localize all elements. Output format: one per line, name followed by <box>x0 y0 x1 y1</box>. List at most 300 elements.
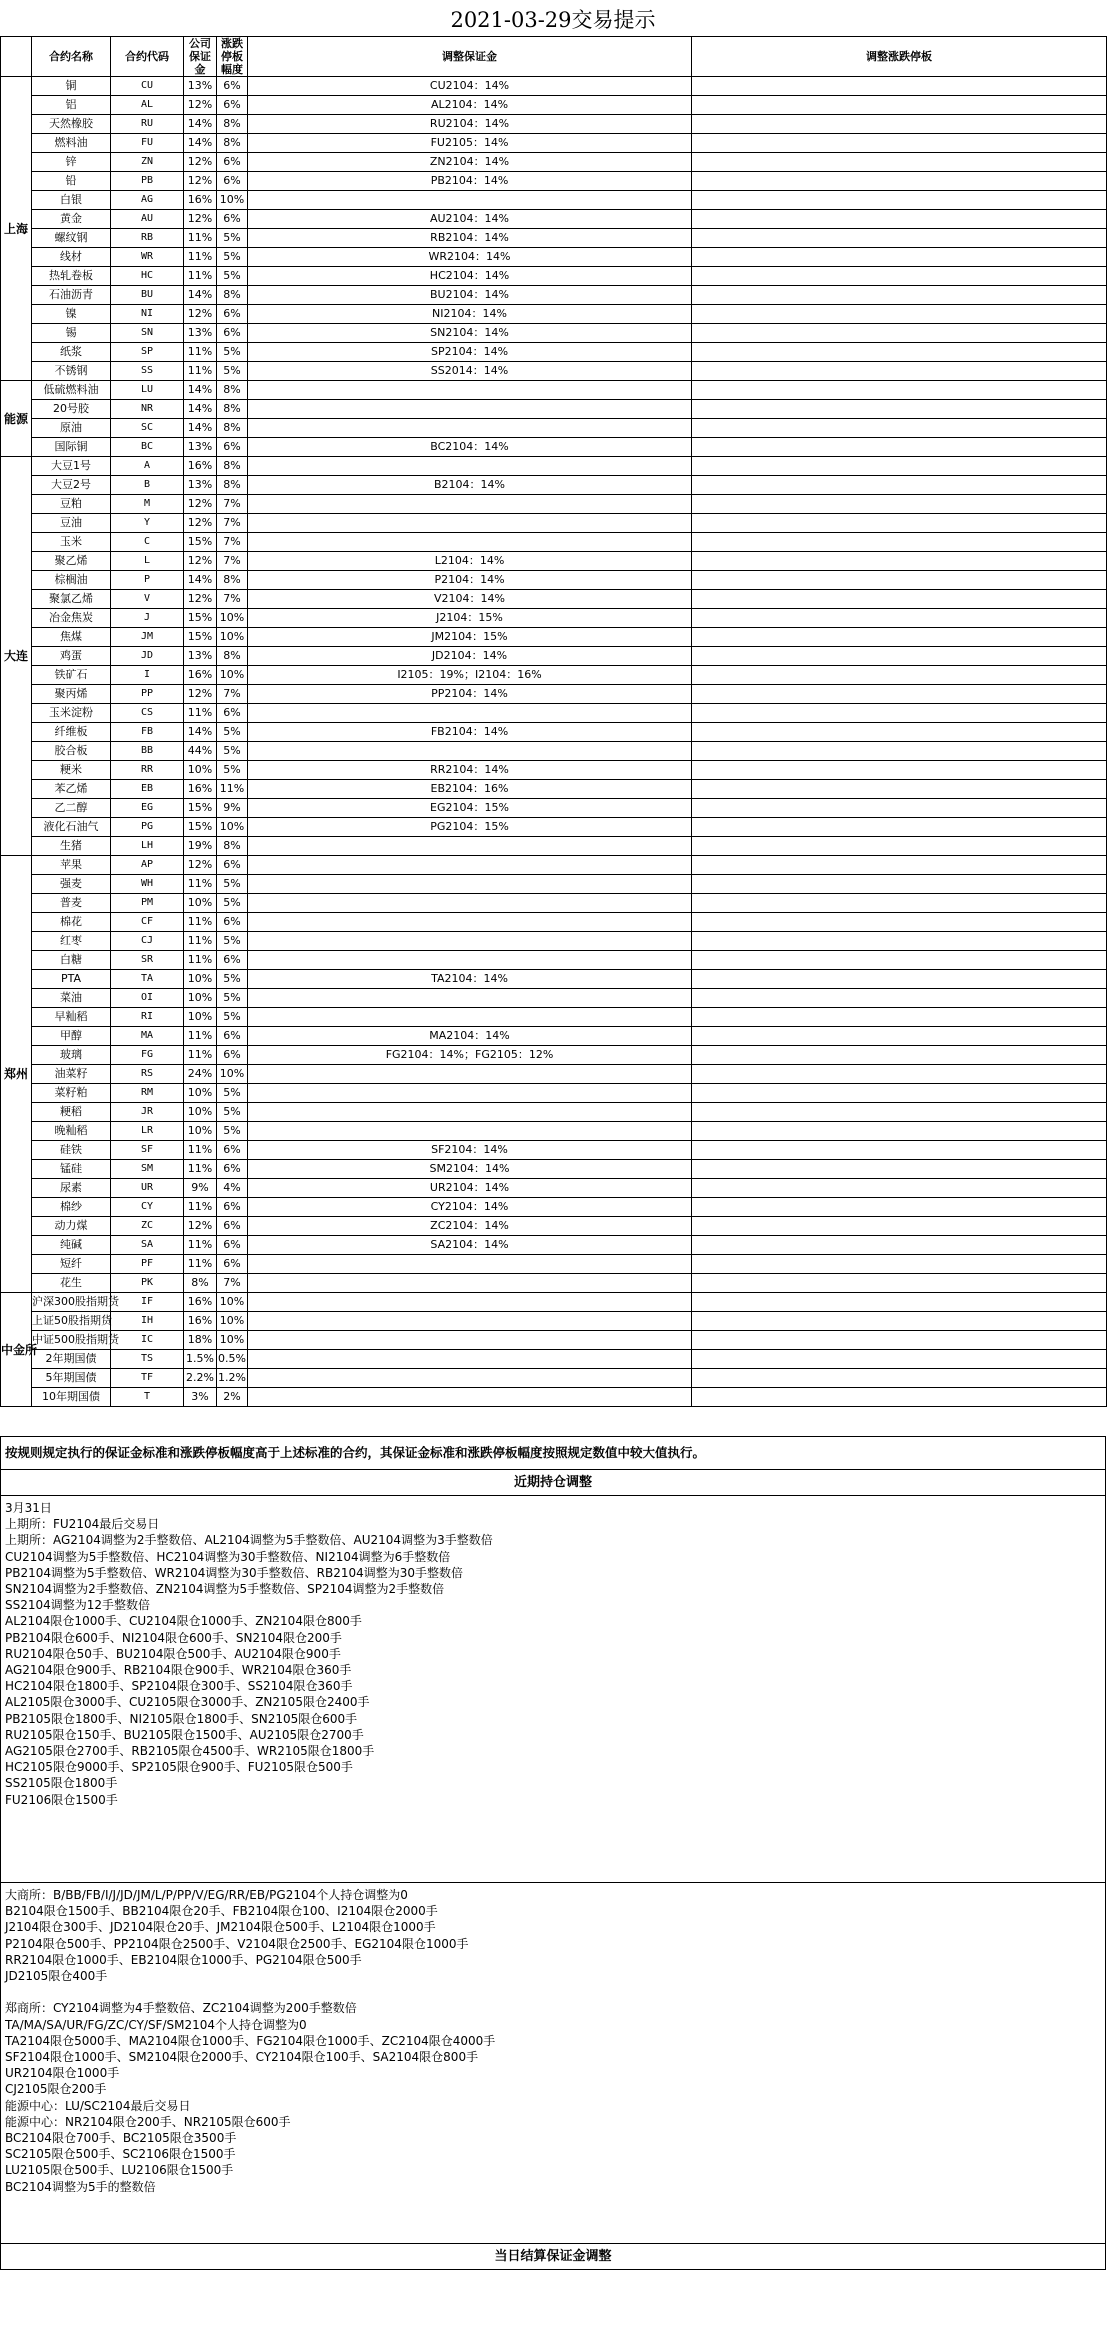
adjusted-margin-cell: SS2014：14% <box>248 362 692 381</box>
price-limit-cell: 5% <box>217 267 248 286</box>
price-limit-cell: 10% <box>217 609 248 628</box>
table-row <box>1 1217 1107 1236</box>
contract-name-cell: 玉米淀粉 <box>32 704 111 723</box>
adjusted-margin-cell: EG2104：15% <box>248 799 692 818</box>
table-row <box>1 609 1107 628</box>
company-margin-cell: 10% <box>184 1122 217 1141</box>
adjusted-limit-cell <box>692 1369 1107 1388</box>
company-margin-cell: 15% <box>184 799 217 818</box>
adjusted-margin-cell: EB2104：16% <box>248 780 692 799</box>
company-margin-cell: 12% <box>184 590 217 609</box>
adjusted-limit-cell <box>692 1274 1107 1293</box>
adjusted-limit-cell <box>692 913 1107 932</box>
adjusted-limit-cell <box>692 229 1107 248</box>
company-margin-cell: 12% <box>184 96 217 115</box>
adjusted-margin-cell <box>248 1274 692 1293</box>
adjusted-margin-cell: HC2104：14% <box>248 267 692 286</box>
contract-name-cell: 油菜籽 <box>32 1065 111 1084</box>
price-limit-cell: 6% <box>217 951 248 970</box>
contract-code-cell: WH <box>111 875 184 894</box>
company-margin-cell: 15% <box>184 818 217 837</box>
contract-name-cell: 铜 <box>32 77 111 96</box>
price-limit-cell: 6% <box>217 1255 248 1274</box>
price-limit-cell: 2% <box>217 1388 248 1407</box>
company-margin-cell: 13% <box>184 476 217 495</box>
table-row <box>1 1369 1107 1388</box>
price-limit-cell: 10% <box>217 1312 248 1331</box>
price-limit-cell: 11% <box>217 780 248 799</box>
contract-code-cell: Y <box>111 514 184 533</box>
contract-code-cell: MA <box>111 1027 184 1046</box>
price-limit-cell: 10% <box>217 191 248 210</box>
table-row <box>1 248 1107 267</box>
adjusted-margin-cell <box>248 894 692 913</box>
price-limit-cell: 8% <box>217 837 248 856</box>
table-row <box>1 894 1107 913</box>
table-row <box>1 115 1107 134</box>
exchange-label: 郑州 <box>1 856 32 1293</box>
company-margin-cell: 10% <box>184 1008 217 1027</box>
company-margin-cell: 14% <box>184 723 217 742</box>
adjusted-limit-cell <box>692 590 1107 609</box>
adjusted-limit-cell <box>692 951 1107 970</box>
table-row <box>1 134 1107 153</box>
adjusted-limit-cell <box>692 628 1107 647</box>
contract-code-cell: CS <box>111 704 184 723</box>
company-margin-cell: 12% <box>184 495 217 514</box>
table-row <box>1 172 1107 191</box>
company-margin-cell: 12% <box>184 172 217 191</box>
table-row <box>1 343 1107 362</box>
adjusted-margin-cell <box>248 1331 692 1350</box>
contract-code-cell: SN <box>111 324 184 343</box>
adjusted-margin-cell <box>248 932 692 951</box>
adjusted-limit-cell <box>692 1255 1107 1274</box>
price-limit-cell: 8% <box>217 647 248 666</box>
adjusted-limit-cell <box>692 533 1107 552</box>
price-limit-cell: 5% <box>217 248 248 267</box>
price-limit-cell: 8% <box>217 571 248 590</box>
contract-code-cell: RI <box>111 1008 184 1027</box>
adjusted-limit-cell <box>692 1179 1107 1198</box>
price-limit-cell: 0.5% <box>217 1350 248 1369</box>
company-margin-cell: 14% <box>184 419 217 438</box>
company-margin-cell: 11% <box>184 1141 217 1160</box>
adjusted-margin-cell <box>248 1065 692 1084</box>
adjusted-margin-cell: L2104：14% <box>248 552 692 571</box>
adjusted-margin-cell: BU2104：14% <box>248 286 692 305</box>
header-contract-name: 合约名称 <box>32 37 111 77</box>
adjusted-limit-cell <box>692 1217 1107 1236</box>
price-limit-cell: 5% <box>217 1084 248 1103</box>
contract-code-cell: V <box>111 590 184 609</box>
adjusted-limit-cell <box>692 419 1107 438</box>
company-margin-cell: 11% <box>184 248 217 267</box>
adjusted-margin-cell <box>248 381 692 400</box>
adjusted-margin-cell: I2105：19%；I2104：16% <box>248 666 692 685</box>
contract-name-cell: 玻璃 <box>32 1046 111 1065</box>
contract-code-cell: RU <box>111 115 184 134</box>
header-contract-code: 合约代码 <box>111 37 184 77</box>
contract-name-cell: PTA <box>32 970 111 989</box>
adjusted-margin-cell: CU2104：14% <box>248 77 692 96</box>
table-row <box>1 780 1107 799</box>
adjusted-limit-cell <box>692 476 1107 495</box>
adjusted-limit-cell <box>692 400 1107 419</box>
adjusted-margin-cell: RU2104：14% <box>248 115 692 134</box>
table-row <box>1 1274 1107 1293</box>
adjusted-margin-cell: AL2104：14% <box>248 96 692 115</box>
company-margin-cell: 11% <box>184 267 217 286</box>
adjusted-margin-cell <box>248 495 692 514</box>
price-limit-cell: 5% <box>217 1008 248 1027</box>
contract-code-cell: LU <box>111 381 184 400</box>
contract-code-cell: CU <box>111 77 184 96</box>
table-row <box>1 286 1107 305</box>
price-limit-cell: 8% <box>217 400 248 419</box>
price-limit-cell: 6% <box>217 913 248 932</box>
contract-name-cell: 5年期国债 <box>32 1369 111 1388</box>
contract-name-cell: 中证500股指期货 <box>32 1331 111 1350</box>
contract-code-cell: PP <box>111 685 184 704</box>
contract-name-cell: 锡 <box>32 324 111 343</box>
company-margin-cell: 16% <box>184 1293 217 1312</box>
price-limit-cell: 7% <box>217 1274 248 1293</box>
position-block-dce-czce-ine: 大商所：B/BB/FB/I/J/JD/JM/L/P/PP/V/EG/RR/EB/PG2104个人持仓调整为0 B2104限仓1500手、BB2104限仓20手、FB2104限仓100、I2104限仓2000手 J2104限仓300手、JD2104限仓20手、JM2104限仓500手、L2104限仓1000手 P2104限仓500手、PP2104限仓2500手、V2104限仓2500手、EG2104限仓1000手 RR2104限仓1000手、EB2104限仓1000手、PG2104限仓500手 JD2105限仓400手 郑商所：CY2104调整为4手整数倍、ZC2104调整为200手整数倍 TA/MA/SA/UR/FG/ZC/CY/SF/SM2104个人持仓调整为0 TA2104限仓5000手、MA2104限仓1000手、FG2104限仓1000手、ZC2104限仓4000手 SF2104限仓1000手、SM2104限仓2000手、CY2104限仓100手、SA2104限仓800手 UR2104限仓1000手 CJ2105限仓200手 能源中心：LU/SC2104最后交易日 能源中心：NR2104限仓200手、NR2105限仓600手 BC2104限仓700手、BC2105限仓3500手 SC2105限仓500手、SC2106限仓1500手 LU2105限仓500手、LU2106限仓1500手 BC2104调整为5手的整数倍 <box>1 1883 1106 2244</box>
adjusted-limit-cell <box>692 96 1107 115</box>
table-row <box>1 362 1107 381</box>
price-limit-cell: 5% <box>217 989 248 1008</box>
adjusted-margin-cell <box>248 856 692 875</box>
company-margin-cell: 16% <box>184 191 217 210</box>
contract-name-cell: 上证50股指期货 <box>32 1312 111 1331</box>
table-row <box>1 1160 1107 1179</box>
company-margin-cell: 15% <box>184 609 217 628</box>
contract-name-cell: 粳稻 <box>32 1103 111 1122</box>
adjusted-limit-cell <box>692 932 1107 951</box>
contract-code-cell: A <box>111 457 184 476</box>
contract-code-cell: BB <box>111 742 184 761</box>
contract-code-cell: AU <box>111 210 184 229</box>
adjusted-margin-cell: WR2104：14% <box>248 248 692 267</box>
contract-name-cell: 苹果 <box>32 856 111 875</box>
contract-code-cell: RB <box>111 229 184 248</box>
table-row <box>1 837 1107 856</box>
contract-code-cell: NI <box>111 305 184 324</box>
company-margin-cell: 12% <box>184 153 217 172</box>
contract-code-cell: SC <box>111 419 184 438</box>
adjusted-limit-cell <box>692 894 1107 913</box>
contract-name-cell: 花生 <box>32 1274 111 1293</box>
adjusted-limit-cell <box>692 1008 1107 1027</box>
contract-name-cell: 棉纱 <box>32 1198 111 1217</box>
header-adjusted-limit: 调整涨跌停板 <box>692 37 1107 77</box>
price-limit-cell: 5% <box>217 362 248 381</box>
table-row <box>1 1027 1107 1046</box>
company-margin-cell: 13% <box>184 438 217 457</box>
contract-code-cell: SF <box>111 1141 184 1160</box>
contract-name-cell: 普麦 <box>32 894 111 913</box>
company-margin-cell: 12% <box>184 1217 217 1236</box>
contract-name-cell: 液化石油气 <box>32 818 111 837</box>
adjusted-margin-cell: SM2104：14% <box>248 1160 692 1179</box>
company-margin-cell: 11% <box>184 1198 217 1217</box>
company-margin-cell: 14% <box>184 571 217 590</box>
adjusted-limit-cell <box>692 1160 1107 1179</box>
table-row <box>1 191 1107 210</box>
adjusted-limit-cell <box>692 248 1107 267</box>
contract-code-cell: M <box>111 495 184 514</box>
contract-name-cell: 螺纹钢 <box>32 229 111 248</box>
adjusted-margin-cell <box>248 1293 692 1312</box>
table-row <box>1 210 1107 229</box>
contract-code-cell: UR <box>111 1179 184 1198</box>
settlement-section-title: 当日结算保证金调整 <box>1 2244 1106 2270</box>
contract-code-cell: L <box>111 552 184 571</box>
contract-code-cell: IF <box>111 1293 184 1312</box>
contract-name-cell: 大豆2号 <box>32 476 111 495</box>
table-row <box>1 476 1107 495</box>
adjusted-margin-cell: B2104：14% <box>248 476 692 495</box>
price-limit-cell: 6% <box>217 324 248 343</box>
adjusted-margin-cell: J2104：15% <box>248 609 692 628</box>
price-limit-cell: 5% <box>217 1122 248 1141</box>
adjusted-limit-cell <box>692 1122 1107 1141</box>
table-header-row <box>1 37 1107 77</box>
adjusted-margin-cell: ZN2104：14% <box>248 153 692 172</box>
contract-name-cell: 黄金 <box>32 210 111 229</box>
contract-code-cell: JM <box>111 628 184 647</box>
table-row <box>1 704 1107 723</box>
company-margin-cell: 11% <box>184 951 217 970</box>
table-row <box>1 1084 1107 1103</box>
adjusted-margin-cell: FG2104：14%；FG2105：12% <box>248 1046 692 1065</box>
price-limit-cell: 7% <box>217 685 248 704</box>
price-limit-cell: 6% <box>217 305 248 324</box>
adjusted-limit-cell <box>692 267 1107 286</box>
contract-name-cell: 白糖 <box>32 951 111 970</box>
company-margin-cell: 44% <box>184 742 217 761</box>
company-margin-cell: 11% <box>184 704 217 723</box>
table-row <box>1 685 1107 704</box>
contract-code-cell: EG <box>111 799 184 818</box>
price-limit-cell: 6% <box>217 172 248 191</box>
table-row <box>1 913 1107 932</box>
adjusted-limit-cell <box>692 495 1107 514</box>
contract-code-cell: PK <box>111 1274 184 1293</box>
adjusted-margin-cell <box>248 191 692 210</box>
company-margin-cell: 10% <box>184 761 217 780</box>
contract-name-cell: 晚籼稻 <box>32 1122 111 1141</box>
adjusted-margin-cell <box>248 1122 692 1141</box>
company-margin-cell: 12% <box>184 514 217 533</box>
table-row <box>1 77 1107 96</box>
table-row <box>1 267 1107 286</box>
contract-name-cell: 镍 <box>32 305 111 324</box>
contract-name-cell: 铁矿石 <box>32 666 111 685</box>
adjusted-limit-cell <box>692 1141 1107 1160</box>
adjusted-limit-cell <box>692 1046 1107 1065</box>
table-row <box>1 1198 1107 1217</box>
company-margin-cell: 10% <box>184 1103 217 1122</box>
adjusted-limit-cell <box>692 723 1107 742</box>
adjusted-margin-cell: SF2104：14% <box>248 1141 692 1160</box>
contract-code-cell: AP <box>111 856 184 875</box>
price-limit-cell: 7% <box>217 533 248 552</box>
table-row <box>1 1312 1107 1331</box>
price-limit-cell: 5% <box>217 742 248 761</box>
contract-code-cell: FB <box>111 723 184 742</box>
company-margin-cell: 10% <box>184 989 217 1008</box>
company-margin-cell: 11% <box>184 875 217 894</box>
contract-name-cell: 红枣 <box>32 932 111 951</box>
adjusted-margin-cell <box>248 951 692 970</box>
adjusted-limit-cell <box>692 457 1107 476</box>
company-margin-cell: 2.2% <box>184 1369 217 1388</box>
header-price-limit: 涨跌停板幅度 <box>217 37 248 77</box>
company-margin-cell: 13% <box>184 77 217 96</box>
contract-code-cell: PB <box>111 172 184 191</box>
table-body <box>1 77 1107 1407</box>
adjusted-limit-cell <box>692 799 1107 818</box>
table-row <box>1 989 1107 1008</box>
price-limit-cell: 10% <box>217 1331 248 1350</box>
contract-code-cell: JR <box>111 1103 184 1122</box>
contract-code-cell: SR <box>111 951 184 970</box>
adjusted-limit-cell <box>692 514 1107 533</box>
contract-name-cell: 低硫燃料油 <box>32 381 111 400</box>
contract-code-cell: SM <box>111 1160 184 1179</box>
price-limit-cell: 8% <box>217 134 248 153</box>
company-margin-cell: 11% <box>184 932 217 951</box>
company-margin-cell: 1.5% <box>184 1350 217 1369</box>
adjusted-limit-cell <box>692 1331 1107 1350</box>
contract-name-cell: 胶合板 <box>32 742 111 761</box>
price-limit-cell: 10% <box>217 666 248 685</box>
company-margin-cell: 16% <box>184 780 217 799</box>
table-row <box>1 400 1107 419</box>
table-row <box>1 153 1107 172</box>
contract-code-cell: NR <box>111 400 184 419</box>
adjusted-limit-cell <box>692 989 1107 1008</box>
table-row <box>1 818 1107 837</box>
adjusted-limit-cell <box>692 286 1107 305</box>
adjusted-limit-cell <box>692 1103 1107 1122</box>
contract-code-cell: PM <box>111 894 184 913</box>
adjusted-margin-cell <box>248 419 692 438</box>
contract-name-cell: 豆粕 <box>32 495 111 514</box>
price-limit-cell: 10% <box>217 1293 248 1312</box>
contract-name-cell: 早籼稻 <box>32 1008 111 1027</box>
adjusted-margin-cell: JD2104：14% <box>248 647 692 666</box>
table-row <box>1 590 1107 609</box>
price-limit-cell: 7% <box>217 495 248 514</box>
position-block-shfe: 3月31日 上期所：FU2104最后交易日 上期所：AG2104调整为2手整数倍、AL2104调整为5手整数倍、AU2104调整为3手整数倍 CU2104调整为5手整数倍、HC2104调整为30手整数倍、NI2104调整为6手整数倍 PB2104调整为5手整数倍、WR2104调整为30手整数倍、RB2104调整为30手整数倍 SN2104调整为2手整数倍、ZN2104调整为5手整数倍、SP2104调整为2手整数倍 SS2104调整为12手整数倍 AL2104限仓1000手、CU2104限仓1000手、ZN2104限仓800手 PB2104限仓600手、NI2104限仓600手、SN2104限仓200手 RU2104限仓50手、BU2104限仓500手、AU2104限仓900手 AG2104限仓900手、RB2104限仓900手、WR2104限仓360手 HC2104限仓1800手、SP2104限仓300手、SS2104限仓360手 AL2105限仓3000手、CU2105限仓3000手、ZN2105限仓2400手 PB2105限仓1800手、NI2105限仓1800手、SN2105限仓600手 RU2105限仓150手、BU2105限仓1500手、AU2105限仓2700手 AG2105限仓2700手、RB2105限仓4500手、WR2105限仓1800手 HC2105限仓9000手、SP2105限仓900手、FU2105限仓500手 SS2105限仓1800手 FU2106限仓1500手 <box>1 1496 1106 1883</box>
contract-code-cell: HC <box>111 267 184 286</box>
contract-code-cell: J <box>111 609 184 628</box>
contract-code-cell: ZC <box>111 1217 184 1236</box>
contract-name-cell: 强麦 <box>32 875 111 894</box>
contract-code-cell: LR <box>111 1122 184 1141</box>
adjusted-limit-cell <box>692 153 1107 172</box>
contract-code-cell: IH <box>111 1312 184 1331</box>
contract-code-cell: FU <box>111 134 184 153</box>
table-row <box>1 495 1107 514</box>
contract-name-cell: 硅铁 <box>32 1141 111 1160</box>
table-row <box>1 647 1107 666</box>
adjusted-limit-cell <box>692 761 1107 780</box>
table-row <box>1 96 1107 115</box>
exchange-label: 中金所 <box>1 1293 32 1407</box>
contract-code-cell: WR <box>111 248 184 267</box>
adjusted-limit-cell <box>692 1198 1107 1217</box>
price-limit-cell: 7% <box>217 514 248 533</box>
adjusted-limit-cell <box>692 1350 1107 1369</box>
adjusted-margin-cell <box>248 533 692 552</box>
company-margin-cell: 12% <box>184 210 217 229</box>
table-row <box>1 951 1107 970</box>
contract-code-cell: RS <box>111 1065 184 1084</box>
table-row <box>1 1103 1107 1122</box>
company-margin-cell: 11% <box>184 1027 217 1046</box>
table-row <box>1 419 1107 438</box>
adjusted-limit-cell <box>692 1065 1107 1084</box>
table-row <box>1 799 1107 818</box>
price-limit-cell: 5% <box>217 970 248 989</box>
price-limit-cell: 6% <box>217 210 248 229</box>
adjusted-limit-cell <box>692 1084 1107 1103</box>
adjusted-limit-cell <box>692 818 1107 837</box>
company-margin-cell: 11% <box>184 1160 217 1179</box>
adjusted-margin-cell <box>248 875 692 894</box>
table-row <box>1 514 1107 533</box>
header-exchange <box>1 37 32 77</box>
price-limit-cell: 8% <box>217 476 248 495</box>
company-margin-cell: 12% <box>184 305 217 324</box>
adjusted-limit-cell <box>692 571 1107 590</box>
adjusted-margin-cell: FB2104：14% <box>248 723 692 742</box>
contract-name-cell: 豆油 <box>32 514 111 533</box>
adjusted-margin-cell <box>248 457 692 476</box>
exchange-label: 能源 <box>1 381 32 457</box>
price-limit-cell: 6% <box>217 1236 248 1255</box>
contract-code-cell: OI <box>111 989 184 1008</box>
table-row <box>1 1255 1107 1274</box>
contract-code-cell: EB <box>111 780 184 799</box>
company-margin-cell: 11% <box>184 913 217 932</box>
adjusted-margin-cell <box>248 1255 692 1274</box>
contract-name-cell: 不锈钢 <box>32 362 111 381</box>
company-margin-cell: 13% <box>184 647 217 666</box>
contract-name-cell: 锰硅 <box>32 1160 111 1179</box>
contract-name-cell: 热轧卷板 <box>32 267 111 286</box>
notes-table <box>0 1436 1106 2270</box>
adjusted-margin-cell <box>248 1388 692 1407</box>
table-row <box>1 1388 1107 1407</box>
adjusted-margin-cell: SP2104：14% <box>248 343 692 362</box>
adjusted-margin-cell: SN2104：14% <box>248 324 692 343</box>
adjusted-margin-cell <box>248 1369 692 1388</box>
table-row <box>1 552 1107 571</box>
company-margin-cell: 11% <box>184 1255 217 1274</box>
company-margin-cell: 13% <box>184 324 217 343</box>
company-margin-cell: 14% <box>184 115 217 134</box>
contract-code-cell: I <box>111 666 184 685</box>
adjusted-margin-cell <box>248 837 692 856</box>
contract-code-cell: C <box>111 533 184 552</box>
adjusted-limit-cell <box>692 875 1107 894</box>
price-limit-cell: 8% <box>217 286 248 305</box>
